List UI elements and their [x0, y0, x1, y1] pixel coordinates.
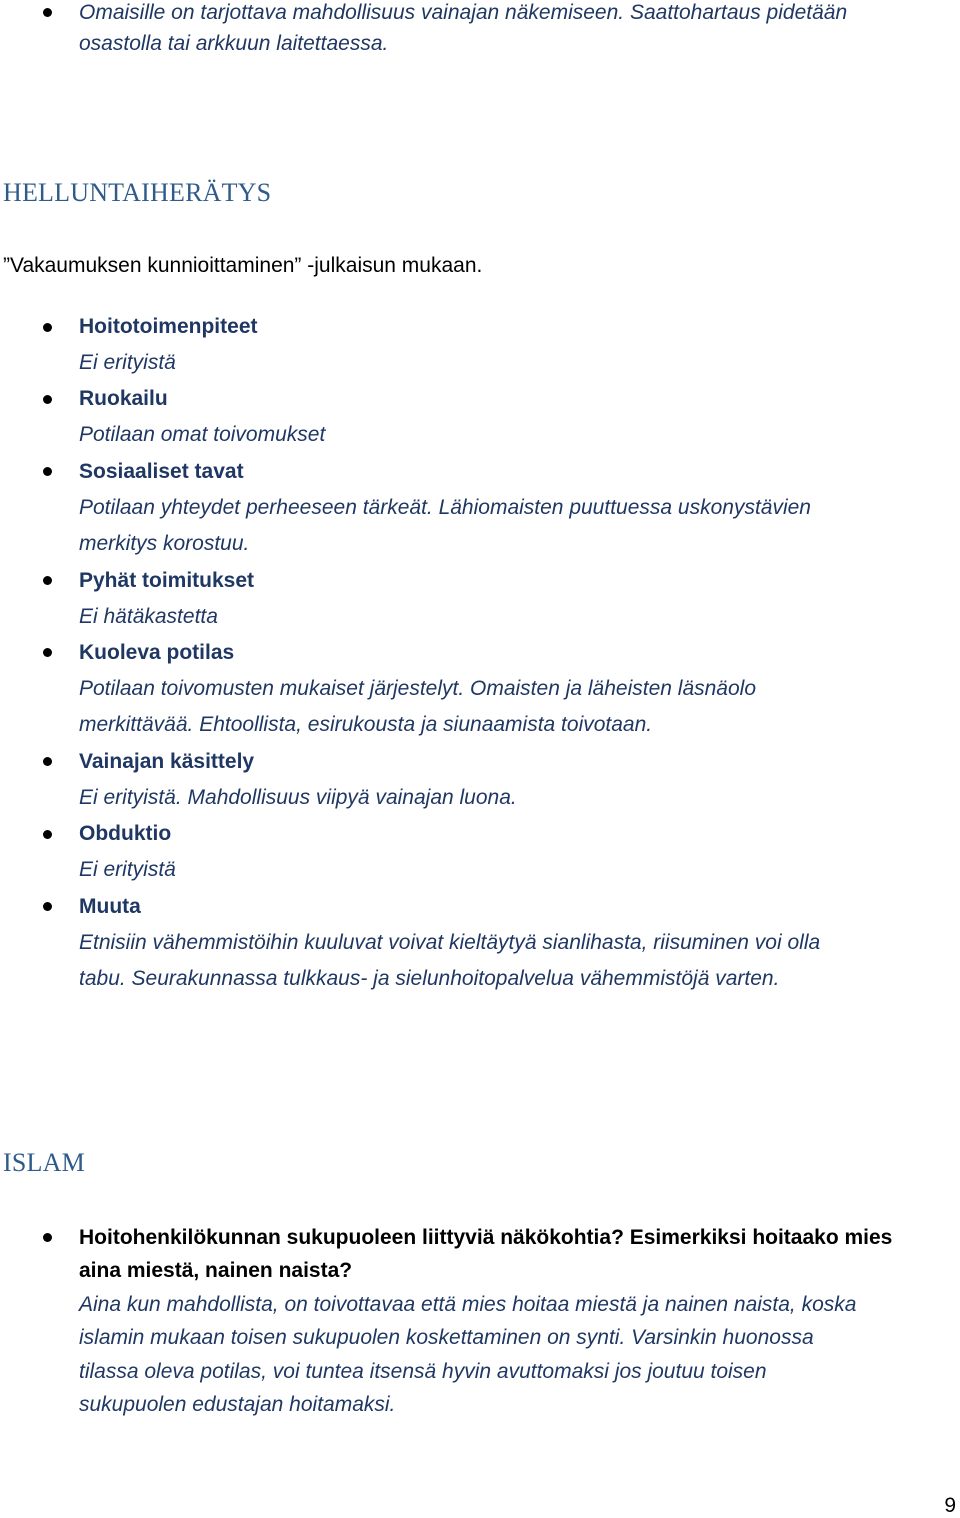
top-bullet-line-1: Omaisille on tarjottava mahdollisuus vainajan näkemiseen. Saattohartaus pidetään [79, 1, 848, 24]
item-heading: aina miestä, nainen naista? [79, 1259, 353, 1282]
item-desc: sukupuolen edustajan hoitamaksi. [79, 1393, 396, 1416]
bullet-dot [43, 648, 52, 657]
section-title-helluntaiherätys: HELLUNTAIHERÄTYS [3, 178, 272, 207]
item-heading: Pyhät toimitukset [79, 569, 255, 592]
item-desc: Etnisiin vähemmistöihin kuuluvat voivat kieltäytyä sianlihasta, riisuminen voi olla [79, 931, 821, 954]
bullet-dot [43, 757, 52, 766]
item-heading: Kuoleva potilas [79, 641, 235, 664]
item-desc: Ei erityistä [79, 351, 176, 374]
bullet-dot [43, 576, 52, 585]
item-desc: Ei erityistä. Mahdollisuus viipyä vainajan luona. [79, 786, 517, 809]
bullet-dot [43, 1233, 52, 1242]
bullet-dot [43, 323, 52, 332]
item-heading: Ruokailu [79, 387, 168, 410]
item-desc: Ei hätäkastetta [79, 605, 218, 628]
bullet-dot [43, 8, 52, 17]
item-desc: tilassa oleva potilas, voi tuntea itsensä hyvin avuttomaksi jos joutuu toisen [79, 1360, 767, 1383]
item-desc: tabu. Seurakunnassa tulkkaus- ja sielunhoitopalvelua vähemmistöjä varten. [79, 967, 780, 990]
item-desc: Ei erityistä [79, 858, 176, 881]
item-heading: Muuta [79, 895, 141, 918]
bullet-dot [43, 467, 52, 476]
item-desc: islamin mukaan toisen sukupuolen koskettaminen on synti. Varsinkin huonossa [79, 1326, 814, 1349]
item-heading: Sosiaaliset tavat [79, 460, 244, 483]
item-heading: Hoitotoimenpiteet [79, 315, 258, 338]
item-desc: merkitys korostuu. [79, 532, 250, 555]
bullet-dot [43, 830, 52, 839]
item-heading: Vainajan käsittely [79, 750, 255, 773]
bullet-dot [43, 395, 52, 404]
section-intro: ”Vakaumuksen kunnioittaminen” -julkaisun mukaan. [3, 254, 483, 277]
item-desc: Potilaan omat toivomukset [79, 423, 326, 446]
item-desc: Potilaan yhteydet perheeseen tärkeät. Lähiomaisten puuttuessa uskonystävien [79, 496, 811, 519]
item-desc: merkittävää. Ehtoollista, esirukousta ja siunaamista toivotaan. [79, 713, 653, 736]
bullet-dot [43, 902, 52, 911]
item-heading: Obduktio [79, 822, 172, 845]
page-number: 9 [944, 1494, 956, 1517]
top-bullet-line-2: osastolla tai arkkuun laitettaessa. [79, 32, 389, 55]
item-heading: Hoitohenkilökunnan sukupuoleen liittyviä näkökohtia? Esimerkiksi hoitaako mies [79, 1226, 893, 1249]
section-title-islam: ISLAM [3, 1148, 85, 1177]
item-desc: Potilaan toivomusten mukaiset järjestelyt. Omaisten ja läheisten läsnäolo [79, 677, 757, 700]
item-desc: Aina kun mahdollista, on toivottavaa että mies hoitaa miestä ja nainen naista, koska [79, 1293, 857, 1316]
